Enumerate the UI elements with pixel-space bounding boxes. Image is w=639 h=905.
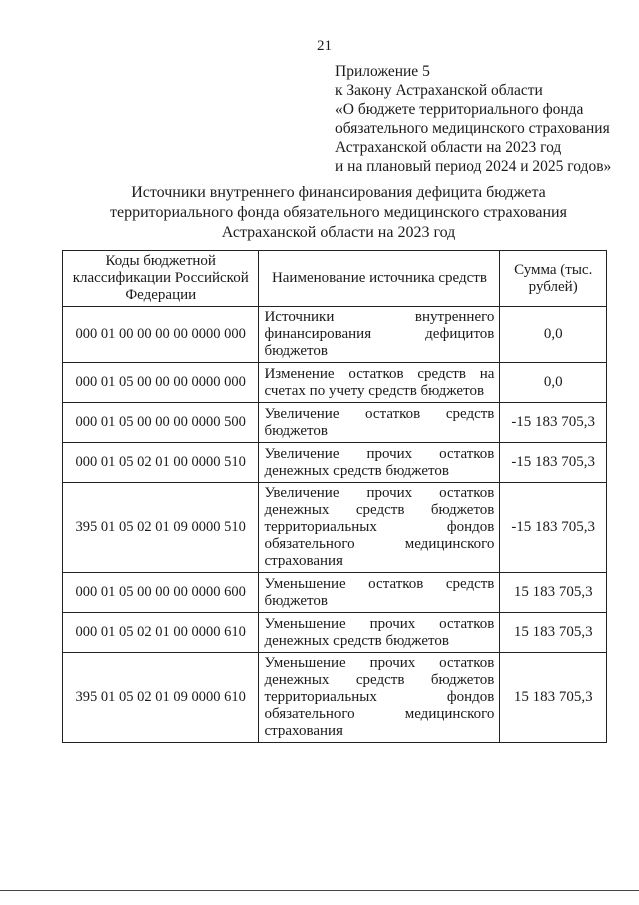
page-number: 21: [317, 38, 332, 54]
row-sum: -15 183 705,3: [500, 403, 607, 443]
header-code: Коды бюджетной классификации Российской Федерации: [63, 251, 259, 307]
row-name: Увеличение прочих остатков денежных средств бюджетов: [259, 443, 500, 483]
row-sum: 15 183 705,3: [500, 653, 607, 743]
row-name: Увеличение остатков средств бюджетов: [259, 403, 500, 443]
appendix-line: к Закону Астраханской области: [335, 82, 543, 99]
row-sum: 0,0: [500, 363, 607, 403]
header-sum: Сумма (тыс. рублей): [500, 251, 607, 307]
row-name: Уменьшение прочих остатков денежных средств бюджетов территориальных фондов обязательного медицинского страхования: [259, 653, 500, 743]
financing-sources-table: [62, 250, 607, 743]
table-row: [63, 363, 607, 403]
row-code: 395 01 05 02 01 09 0000 510: [63, 483, 259, 573]
appendix-line: и на плановый период 2024 и 2025 годов»: [335, 158, 612, 175]
document-title: [0, 183, 639, 243]
row-code: 000 01 05 02 01 00 0000 510: [63, 443, 259, 483]
table-row: [63, 483, 607, 573]
appendix-line: Приложение 5: [335, 63, 430, 80]
row-name: Источники внутреннего финансирования дефицитов бюджетов: [259, 307, 500, 363]
appendix-line: «О бюджете территориального фонда: [335, 101, 584, 118]
title-line: территориального фонда обязательного медицинского страхования: [110, 204, 567, 221]
title-line: Источники внутреннего финансирования дефицита бюджета: [131, 184, 546, 201]
row-sum: 0,0: [500, 307, 607, 363]
page-bottom-divider: [0, 890, 639, 891]
table-row: [63, 307, 607, 363]
table-row: [63, 443, 607, 483]
appendix-line: обязательного медицинского страхования: [335, 120, 610, 137]
row-code: 000 01 05 00 00 00 0000 500: [63, 403, 259, 443]
row-code: 000 01 05 00 00 00 0000 600: [63, 573, 259, 613]
row-name: Уменьшение остатков средств бюджетов: [259, 573, 500, 613]
table-row: [63, 573, 607, 613]
row-name: Уменьшение прочих остатков денежных средств бюджетов: [259, 613, 500, 653]
table-header-row: [63, 251, 607, 307]
table-row: [63, 403, 607, 443]
row-sum: -15 183 705,3: [500, 443, 607, 483]
appendix-line: Астраханской области на 2023 год: [335, 139, 562, 156]
row-sum: -15 183 705,3: [500, 483, 607, 573]
row-code: 000 01 00 00 00 00 0000 000: [63, 307, 259, 363]
header-name: Наименование источника средств: [259, 251, 500, 307]
row-code: 395 01 05 02 01 09 0000 610: [63, 653, 259, 743]
table-row: [63, 653, 607, 743]
row-name: Увеличение прочих остатков денежных средств бюджетов территориальных фондов обязательного медицинского страхования: [259, 483, 500, 573]
row-name: Изменение остатков средств на счетах по учету средств бюджетов: [259, 363, 500, 403]
row-code: 000 01 05 02 01 00 0000 610: [63, 613, 259, 653]
row-sum: 15 183 705,3: [500, 573, 607, 613]
row-sum: 15 183 705,3: [500, 613, 607, 653]
title-line: Астраханской области на 2023 год: [221, 224, 456, 241]
appendix-note: [335, 62, 635, 176]
table-row: [63, 613, 607, 653]
row-code: 000 01 05 00 00 00 0000 000: [63, 363, 259, 403]
